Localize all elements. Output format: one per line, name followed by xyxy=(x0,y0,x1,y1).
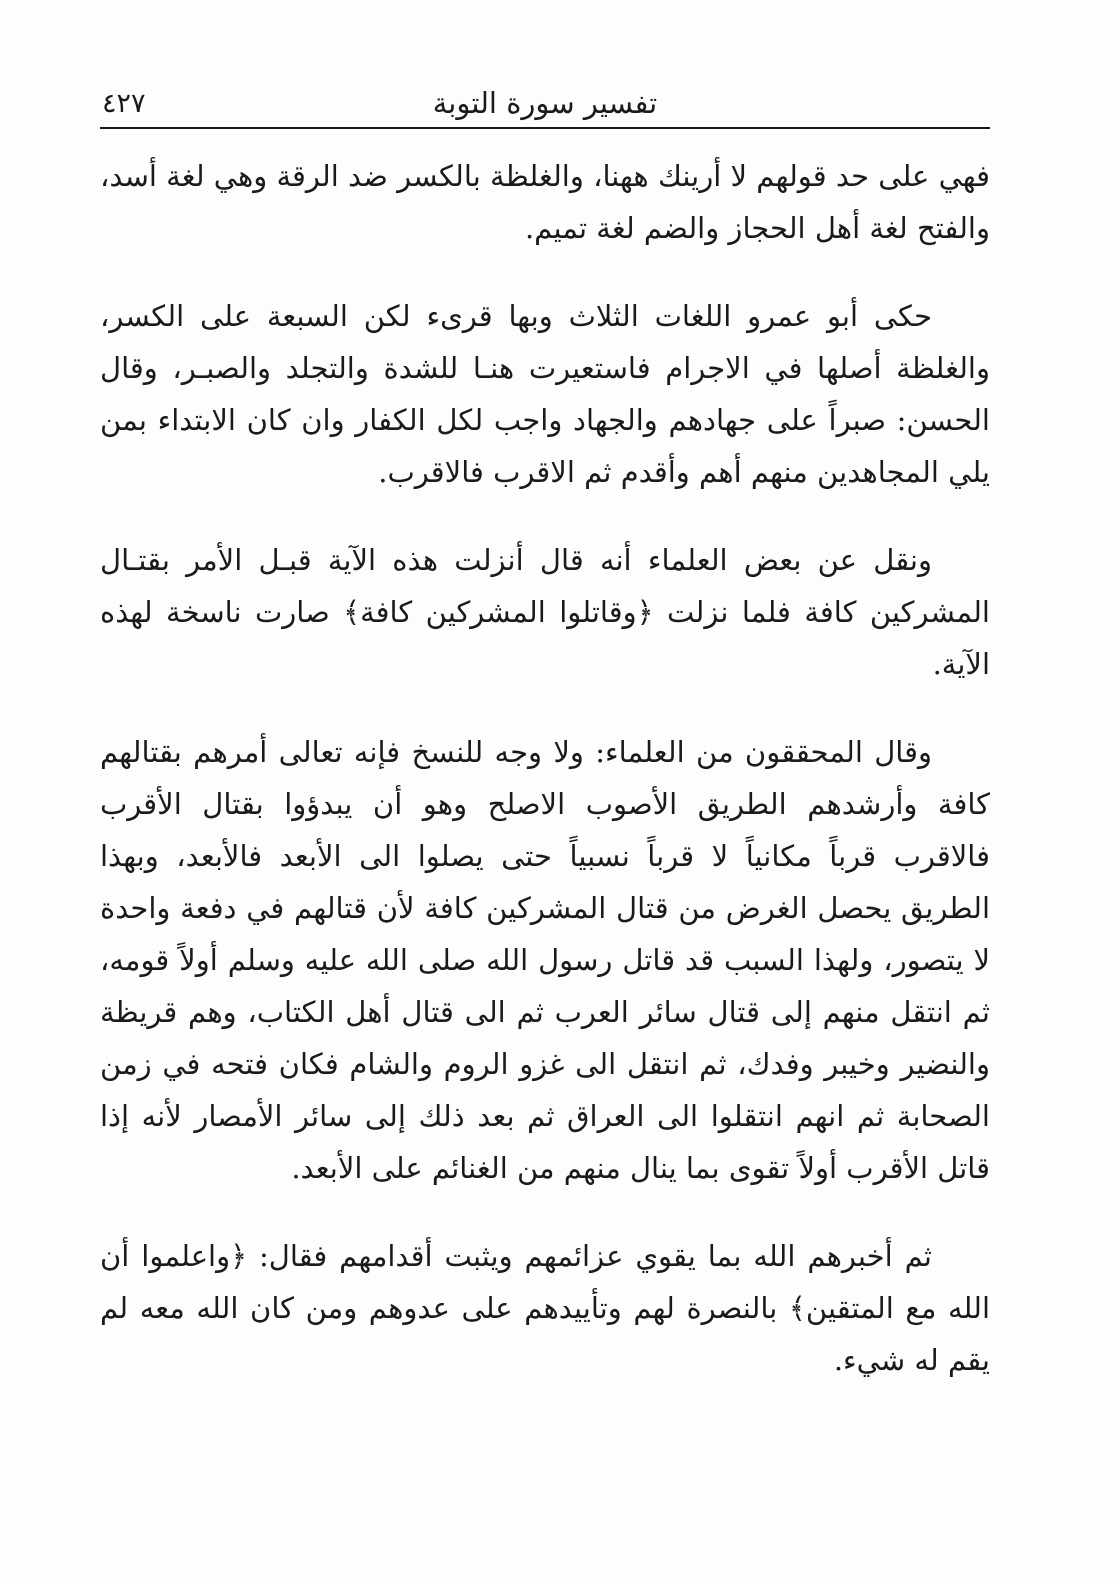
paragraph-2: حكى أبو عمرو اللغات الثلاث وبها قرىء لكن السبعة على الكسر، والغلظة أصلها في الاجرام فاستعيرت هنـا للشدة والتجلد والصبـر، وقال الحسن: صبراً على جهادهم والجهاد واجب لكل الكفار وان كان الابتداء بمن يلي المجاهدين منهم أهم وأقدم ثم الاقرب فالاقرب. xyxy=(100,299,990,489)
header-rule xyxy=(100,127,990,129)
paragraph-4: وقال المحققون من العلماء: ولا وجه للنسخ فإنه تعالى أمرهم بقتالهم كافة وأرشدهم الطريق الأصوب الاصلح وهو أن يبدؤوا بقتال الأقرب فالاقرب قرباً مكانياً لا قرباً نسبياً حتى يصلوا الى الأبعد فالأبعد، وبهذا الطريق يحصل الغرض من قتال المشركين كافة لأن قتالهم في دفعة واحدة لا يتصور، ولهذا السبب قد قاتل رسول الله صلى الله عليه وسلم أولاً قومه، ثم انتقل منهم إلى قتال سائر العرب ثم الى قتال أهل الكتاب، وهم قريظة والنضير وخيبر وفدك، ثم انتقل الى غزو الروم والشام فكان فتحه في زمن الصحابة ثم انهم انتقلوا الى العراق ثم بعد ذلك إلى سائر الأمصار لأنه إذا قاتل الأقرب أولاً تقوى بما ينال منهم من الغنائم على الأبعد. xyxy=(100,735,990,1185)
paragraph-1: فهي على حد قولهم لا أرينك ههنا، والغلظة بالكسر ضد الرقة وهي لغة أسد، والفتح لغة أهل الحجاز والضم لغة تميم. xyxy=(100,159,990,245)
running-title: تفسير سورة التوبة xyxy=(432,86,658,120)
paragraph-5: ثم أخبرهم الله بما يقوي عزائمهم ويثبت أقدامهم فقال: ﴿واعلموا أن الله مع المتقين﴾ بالنصرة لهم وتأييدهم على عدوهم ومن كان الله معه لم يقم له شيء. xyxy=(100,1239,990,1377)
page-body xyxy=(100,150,990,1422)
paragraph-3: ونقل عن بعض العلماء أنه قال أنزلت هذه الآية قبـل الأمر بقتـال المشركين كافة فلما نزلت ﴿وقاتلوا المشركين كافة﴾ صارت ناسخة لهذه الآية. xyxy=(100,543,990,681)
page-header xyxy=(100,78,990,128)
page-number: ٤٢٧ xyxy=(102,88,146,119)
